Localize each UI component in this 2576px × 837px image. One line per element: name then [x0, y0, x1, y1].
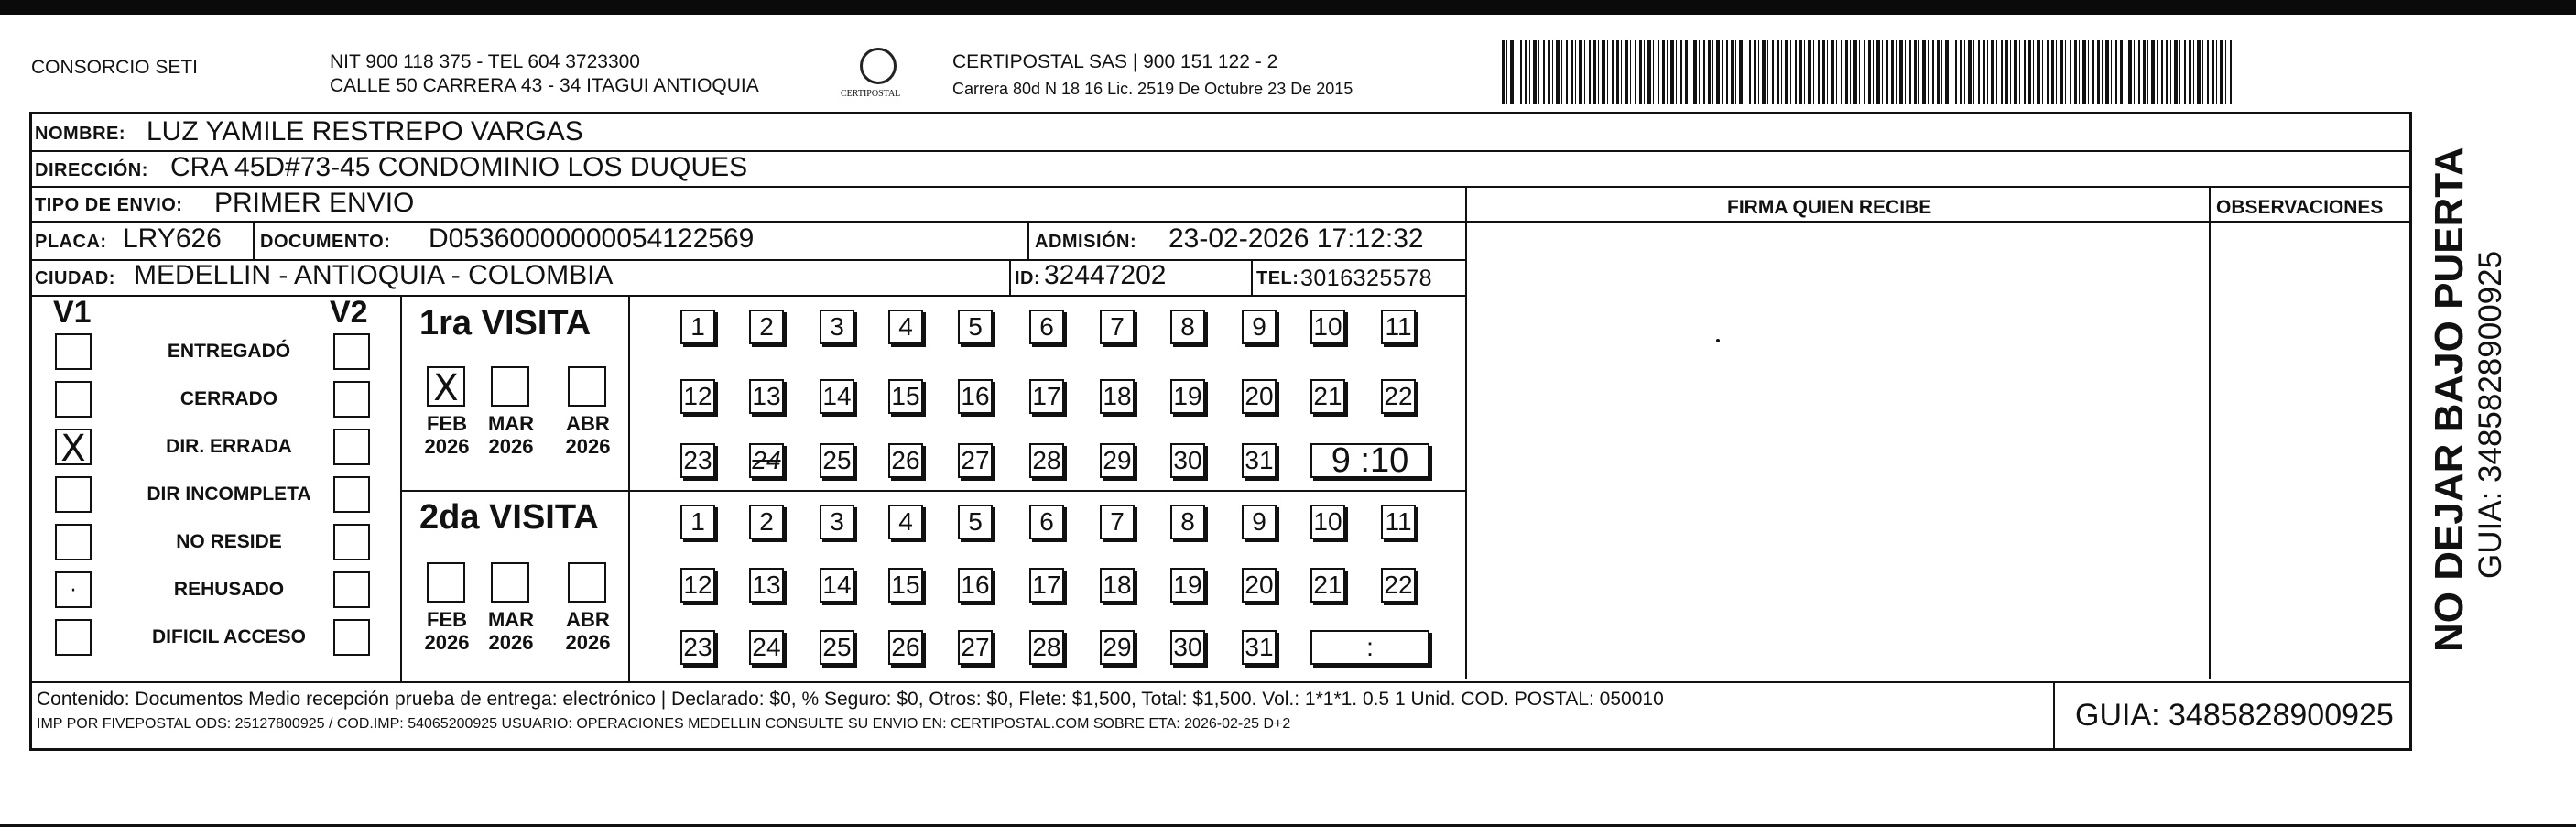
- nit-line: NIT 900 118 375 - TEL 604 3723300: [330, 51, 640, 72]
- v2-checkbox[interactable]: [333, 333, 370, 370]
- v1-checkbox[interactable]: [55, 381, 92, 418]
- day-box[interactable]: 24: [749, 443, 784, 478]
- day-box[interactable]: 29: [1100, 443, 1135, 478]
- month-mark: X: [433, 367, 459, 409]
- page-bottom-line: [0, 824, 2576, 827]
- day-box[interactable]: 22: [1381, 568, 1416, 603]
- day-box[interactable]: 5: [958, 310, 993, 344]
- v1-checkbox[interactable]: [55, 476, 92, 513]
- month-label: ABR 2026: [565, 412, 611, 458]
- status-label: ENTREGADÓ: [167, 341, 291, 362]
- day-box[interactable]: 8: [1170, 505, 1205, 539]
- signature-dot: [1716, 339, 1720, 342]
- certipostal-line: CERTIPOSTAL SAS | 900 151 122 - 2: [952, 51, 1278, 72]
- firma-column-divider: [1465, 186, 1467, 679]
- certipostal-logo: [860, 48, 897, 84]
- v2-checkbox[interactable]: [333, 381, 370, 418]
- status-label: DIR. ERRADA: [166, 436, 292, 457]
- v2-checkbox[interactable]: [333, 524, 370, 560]
- v2-checkbox[interactable]: [333, 571, 370, 608]
- day-box[interactable]: 14: [820, 568, 854, 603]
- cell-divider: [253, 221, 255, 259]
- day-box[interactable]: 10: [1310, 310, 1345, 344]
- status-label: CERRADO: [179, 388, 278, 409]
- ciudad-value: MEDELLIN - ANTIOQUIA - COLOMBIA: [134, 260, 614, 290]
- v1-checkbox[interactable]: [55, 428, 92, 470]
- day-box[interactable]: 13: [749, 379, 784, 414]
- placa-label: PLACA:: [35, 232, 107, 252]
- ciudad-label: CIUDAD:: [35, 268, 115, 288]
- row-divider: [29, 221, 1465, 223]
- day-box[interactable]: 9: [1242, 310, 1277, 344]
- v1-checkbox[interactable]: [55, 333, 92, 370]
- month-label: MAR 2026: [487, 608, 535, 654]
- v2-checkbox[interactable]: [333, 476, 370, 513]
- v1-header: V1: [53, 295, 92, 330]
- day-box[interactable]: 27: [958, 443, 993, 478]
- row-divider: [1465, 221, 2209, 223]
- day-box[interactable]: 27: [958, 630, 993, 665]
- v2-header: V2: [330, 295, 368, 330]
- footer-imp: IMP POR FIVEPOSTAL ODS: 25127800925 / COD.IMP: 54065200925 USUARIO: OPERACIONES MEDELLIN CONSULTE SU ENVIO EN: CERTIPOSTAL.COM SOBRE ETA: 2026-02-25 D+2: [37, 716, 1291, 732]
- nombre-label: NOMBRE:: [35, 124, 126, 144]
- status-label: NO RESIDE: [176, 531, 282, 552]
- day-box[interactable]: 12: [680, 379, 715, 414]
- direccion-label: DIRECCIÓN:: [35, 160, 148, 180]
- month-label: FEB 2026: [424, 412, 470, 458]
- day-box[interactable]: 28: [1029, 443, 1064, 478]
- placa-value: LRY626: [123, 223, 222, 254]
- documento-value: D05360000000054122569: [429, 223, 755, 254]
- tel-value: 3016325578: [1300, 266, 1433, 291]
- status-label: REHUSADO: [173, 579, 285, 600]
- day-box[interactable]: 17: [1029, 568, 1064, 603]
- month-label: ABR 2026: [565, 608, 611, 654]
- day-box[interactable]: 2: [749, 505, 784, 539]
- day-box[interactable]: 24: [749, 630, 784, 665]
- day-box[interactable]: 18: [1100, 379, 1135, 414]
- month-checkbox[interactable]: [491, 366, 529, 407]
- v1-checkbox[interactable]: [55, 571, 92, 608]
- address-line: CALLE 50 CARRERA 43 - 34 ITAGUI ANTIOQUIA: [330, 75, 759, 96]
- day-box[interactable]: 6: [1029, 505, 1064, 539]
- day-box[interactable]: 9: [1242, 505, 1277, 539]
- day-box[interactable]: 11: [1381, 310, 1416, 344]
- status-label: DIFICIL ACCESO: [151, 626, 307, 647]
- month-checkbox[interactable]: [568, 366, 606, 407]
- footer-guia-divider: [2053, 681, 2055, 749]
- day-box[interactable]: 15: [888, 568, 923, 603]
- day-box[interactable]: 19: [1170, 379, 1205, 414]
- tel-label: TEL:: [1256, 268, 1299, 288]
- day-box[interactable]: 16: [958, 568, 993, 603]
- day-box[interactable]: 29: [1100, 630, 1135, 665]
- day-box[interactable]: 17: [1029, 379, 1064, 414]
- day-box[interactable]: 22: [1381, 379, 1416, 414]
- visit-time-box[interactable]: 9 :10: [1310, 443, 1429, 478]
- id-label: ID:: [1015, 268, 1041, 288]
- day-box[interactable]: 12: [680, 568, 715, 603]
- day-box[interactable]: 5: [958, 505, 993, 539]
- day-box[interactable]: 30: [1170, 630, 1205, 665]
- day-box[interactable]: 3: [820, 310, 854, 344]
- visit-time-box[interactable]: :: [1310, 630, 1429, 665]
- footer-contenido: Contenido: Documentos Medio recepción prueba de entrega: electrónico | Declarado: $0, % Seguro: $0, Otros: $0, Flete: $1,500, Total: $1,500. Vol.: 1*1*1. 0.5 1 Unid. COD. POSTAL: 050010: [37, 689, 1664, 710]
- day-box[interactable]: 23: [680, 443, 715, 478]
- admision-value: 23-02-2026 17:12:32: [1168, 223, 1424, 254]
- day-box[interactable]: 3: [820, 505, 854, 539]
- v1-checkbox[interactable]: [55, 524, 92, 560]
- row-divider: [2209, 221, 2412, 223]
- tipo-envio-value: PRIMER ENVIO: [214, 188, 415, 218]
- visit-divider: [400, 490, 1465, 492]
- visit-2-title: 2da VISITA: [419, 498, 599, 537]
- direccion-value: CRA 45D#73-45 CONDOMINIO LOS DUQUES: [170, 152, 748, 182]
- visit-1-title: 1ra VISITA: [419, 304, 592, 342]
- logo-text: CERTIPOSTAL: [841, 89, 901, 99]
- month-checkbox[interactable]: [427, 562, 465, 603]
- day-box[interactable]: 4: [888, 310, 923, 344]
- guia-number: GUIA: 3485828900925: [2075, 698, 2394, 733]
- cell-divider: [1009, 259, 1011, 295]
- month-checkbox[interactable]: [427, 366, 465, 407]
- license-line: Carrera 80d N 18 16 Lic. 2519 De Octubre 23 De 2015: [952, 80, 1353, 98]
- day-box[interactable]: 2: [749, 310, 784, 344]
- top-dark-band: [0, 0, 2576, 15]
- day-box[interactable]: 11: [1381, 505, 1416, 539]
- no-dejar-bajo-puerta: NO DEJAR BAJO PUERTA: [2427, 147, 2472, 652]
- day-box[interactable]: 16: [958, 379, 993, 414]
- checkbox-mark: X: [60, 428, 86, 470]
- day-box[interactable]: 18: [1100, 568, 1135, 603]
- day-box[interactable]: 7: [1100, 310, 1135, 344]
- id-value: 32447202: [1044, 260, 1167, 290]
- side-guia: GUIA: 3485828900925: [2473, 250, 2508, 579]
- day-box[interactable]: 14: [820, 379, 854, 414]
- cell-divider: [1251, 259, 1253, 295]
- month-divider: [628, 295, 630, 683]
- day-box[interactable]: 28: [1029, 630, 1064, 665]
- day-box[interactable]: 4: [888, 505, 923, 539]
- day-box[interactable]: 15: [888, 379, 923, 414]
- day-box[interactable]: 1: [680, 505, 715, 539]
- documento-label: DOCUMENTO:: [260, 232, 391, 252]
- v2-checkbox[interactable]: [333, 429, 370, 465]
- day-box[interactable]: 25: [820, 630, 854, 665]
- day-box[interactable]: 21: [1310, 568, 1345, 603]
- day-box[interactable]: 10: [1310, 505, 1345, 539]
- observaciones-column-divider: [2209, 186, 2211, 679]
- tipo-envio-label: TIPO DE ENVIO:: [35, 195, 183, 215]
- v1-checkbox[interactable]: [55, 619, 92, 656]
- status-label: DIR INCOMPLETA: [147, 484, 311, 505]
- month-checkbox[interactable]: [568, 562, 606, 603]
- cell-divider: [1027, 221, 1029, 259]
- day-box[interactable]: 1: [680, 310, 715, 344]
- observaciones-header: OBSERVACIONES: [2216, 197, 2384, 218]
- day-box[interactable]: 31: [1242, 443, 1277, 478]
- month-checkbox[interactable]: [491, 562, 529, 603]
- month-label: FEB 2026: [424, 608, 470, 654]
- day-box[interactable]: 7: [1100, 505, 1135, 539]
- firma-header: FIRMA QUIEN RECIBE: [1727, 197, 1932, 218]
- day-box[interactable]: 25: [820, 443, 854, 478]
- month-label: MAR 2026: [487, 412, 535, 458]
- day-box[interactable]: 8: [1170, 310, 1205, 344]
- checkbox-dot: ·: [70, 580, 77, 603]
- day-box[interactable]: 21: [1310, 379, 1345, 414]
- admision-label: ADMISIÓN:: [1035, 232, 1137, 252]
- day-box[interactable]: 6: [1029, 310, 1064, 344]
- day-box[interactable]: 26: [888, 443, 923, 478]
- v2-checkbox[interactable]: [333, 619, 370, 656]
- day-box[interactable]: 26: [888, 630, 923, 665]
- day-box[interactable]: 30: [1170, 443, 1205, 478]
- day-box[interactable]: 23: [680, 630, 715, 665]
- nombre-value: LUZ YAMILE RESTREPO VARGAS: [147, 116, 583, 147]
- day-box[interactable]: 31: [1242, 630, 1277, 665]
- barcode: [1502, 40, 2234, 104]
- day-box[interactable]: 20: [1242, 568, 1277, 603]
- day-box[interactable]: 13: [749, 568, 784, 603]
- day-box[interactable]: 20: [1242, 379, 1277, 414]
- status-divider: [400, 295, 402, 683]
- day-box[interactable]: 19: [1170, 568, 1205, 603]
- company-name: CONSORCIO SETI: [31, 57, 199, 78]
- row-divider: [29, 295, 1465, 297]
